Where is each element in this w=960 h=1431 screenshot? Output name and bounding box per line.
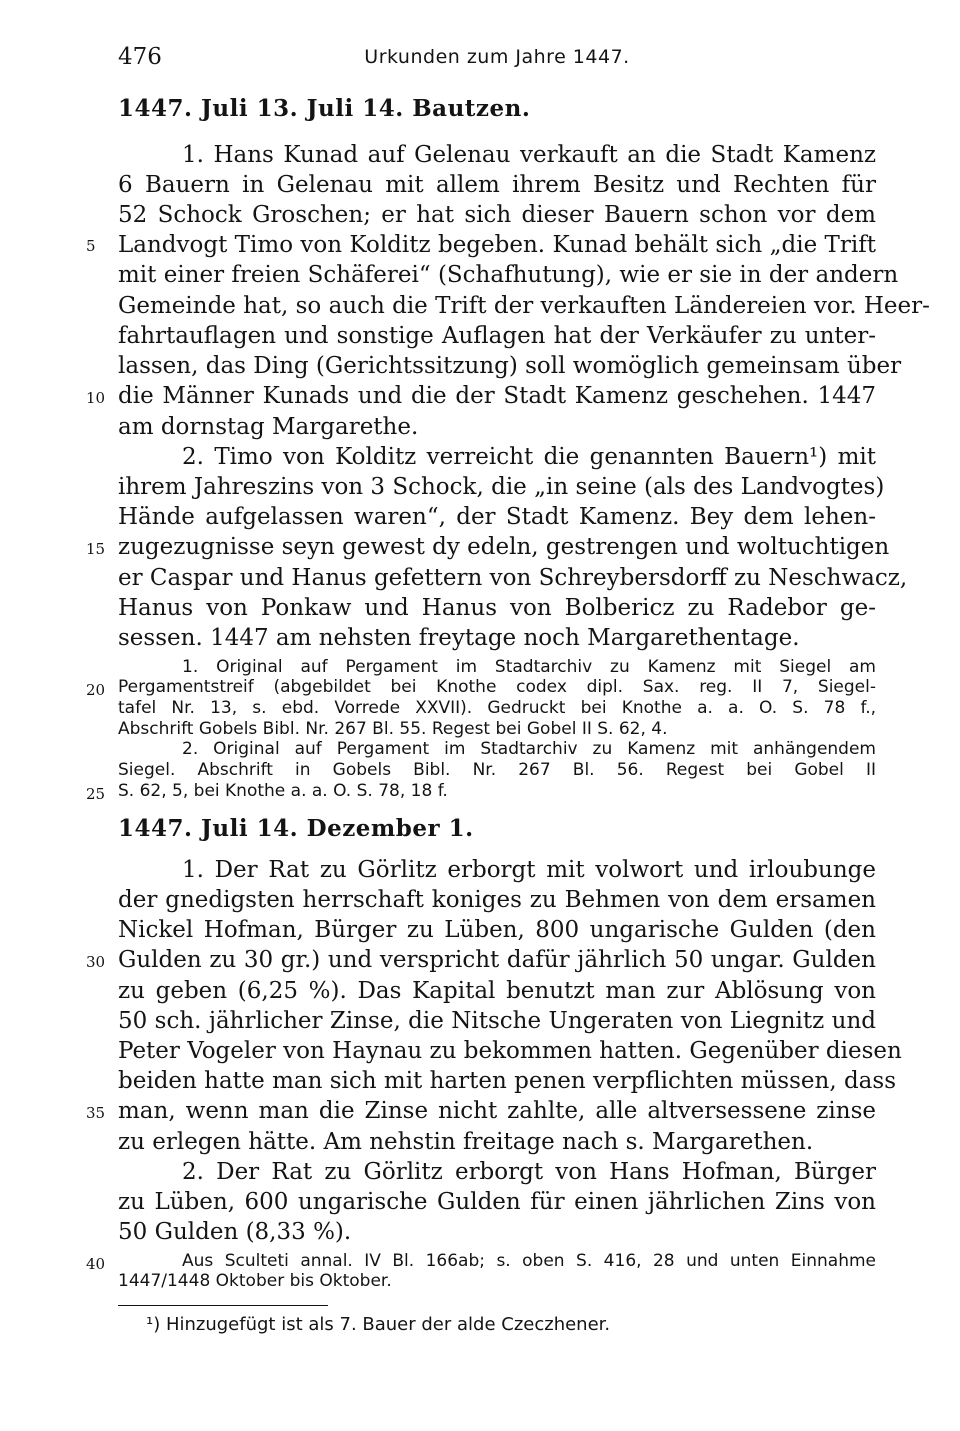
source-note-line: 1447/1448 Oktober bis Oktober. xyxy=(118,1271,392,1292)
text-line: sessen. 1447 am nehsten freytage noch Margarethentage. xyxy=(118,625,800,652)
source-note-line: Pergamentstreif (abgebildet bei Knothe codex dipl. Sax. reg. II 7, Siegel- xyxy=(118,677,876,698)
text-line: er Caspar und Hanus gefettern von Schreybersdorff zu Neschwacz, xyxy=(118,564,908,591)
text-line: 2. Der Rat zu Görlitz erborgt von Hans Hofman, Bürger xyxy=(182,1158,876,1185)
text-line: fahrtauflagen und sonstige Auflagen hat der Verkäufer zu unter- xyxy=(118,322,876,349)
text-line: Gulden zu 30 gr.) und verspricht dafür jährlich 50 ungar. Gulden xyxy=(118,947,876,974)
text-line: am dornstag Margarethe. xyxy=(118,413,419,440)
text-line: die Männer Kunads und die der Stadt Kamenz geschehen. 1447 xyxy=(118,383,876,410)
line-number: 20 xyxy=(86,681,106,700)
running-title: Urkunden zum Jahre 1447. xyxy=(364,46,630,68)
footnote: ¹) Hinzugefügt ist als 7. Bauer der alde Czeczhener. xyxy=(146,1314,611,1335)
line-number: 15 xyxy=(86,539,106,558)
text-line: Hände aufgelassen waren“, der Stadt Kamenz. Bey dem lehen- xyxy=(118,504,876,531)
source-note-line: Siegel. Abschrift in Gobels Bibl. Nr. 267 Bl. 56. Regest bei Gobel II xyxy=(118,759,876,780)
text-line: ihrem Jahreszins von 3 Schock, die „in seine (als des Landvogtes) xyxy=(118,474,885,500)
text-line: Peter Vogeler von Haynau zu bekommen hatten. Gegenüber diesen xyxy=(118,1037,902,1064)
source-note-line: Aus Sculteti annal. IV Bl. 166ab; s. oben S. 416, 28 und unten Einnahme xyxy=(182,1250,876,1271)
source-note-line: tafel Nr. 13, s. ebd. Vorrede XXVII). Gedruckt bei Knothe a. a. O. S. 78 f., xyxy=(118,697,876,718)
text-line: lassen, das Ding (Gerichtssitzung) soll womöglich gemeinsam über xyxy=(118,353,902,380)
text-line: zugezugnisse seyn gewest dy edeln, gestrengen und woltuchtigen xyxy=(118,534,890,561)
source-note-line: Abschrift Gobels Bibl. Nr. 267 Bl. 55. Regest bei Gobel II S. 62, 4. xyxy=(118,718,668,739)
text-line: Hanus von Ponkaw und Hanus von Bolbericz zu Radebor ge- xyxy=(118,594,876,621)
page-header xyxy=(118,44,876,78)
text-line: 50 sch. jährlicher Zinse, die Nitsche Ungeraten von Liegnitz und xyxy=(118,1007,876,1034)
line-number: 30 xyxy=(86,953,106,972)
text-line: mit einer freien Schäferei“ (Schafhutung), wie er sie in der andern xyxy=(118,262,899,289)
text-line: beiden hatte man sich mit harten penen verpflichten müssen, dass xyxy=(118,1068,897,1095)
line-number: 40 xyxy=(86,1255,106,1274)
source-note-line: 2. Original auf Pergament im Stadtarchiv zu Kamenz mit anhängendem xyxy=(182,739,876,760)
text-line: 50 Gulden (8,33 %). xyxy=(118,1219,352,1246)
text-line: man, wenn man die Zinse nicht zahlte, alle altversessene zinse xyxy=(118,1098,876,1125)
text-line: Landvogt Timo von Kolditz begeben. Kunad behält sich „die Trift xyxy=(118,232,876,259)
text-line: 52 Schock Groschen; er hat sich dieser Bauern schon vor dem xyxy=(118,202,876,228)
text-line: zu erlegen hätte. Am nehstin freitage nach s. Margarethen. xyxy=(118,1128,814,1155)
text-line: der gnedigsten herrschaft koniges zu Behmen von dem ersamen xyxy=(118,886,876,913)
text-line: 1. Hans Kunad auf Gelenau verkauft an die Stadt Kamenz xyxy=(182,141,876,168)
text-line: 2. Timo von Kolditz verreicht die genannten Bauern¹) mit xyxy=(182,443,876,470)
footnote-rule xyxy=(118,1305,328,1306)
source-note-line: 1. Original auf Pergament im Stadtarchiv zu Kamenz mit Siegel am xyxy=(182,656,876,677)
line-number: 25 xyxy=(86,784,106,803)
text-line: zu geben (6,25 %). Das Kapital benutzt man zur Ablösung von xyxy=(118,977,876,1004)
text-line: Gemeinde hat, so auch die Trift der verkauften Ländereien vor. Heer- xyxy=(118,292,930,319)
text-line: Nickel Hofman, Bürger zu Lüben, 800 ungarische Gulden (den xyxy=(118,917,876,943)
text-line: 6 Bauern in Gelenau mit allem ihrem Besitz und Rechten für xyxy=(118,171,876,198)
text-line: 1. Der Rat zu Görlitz erborgt mit volwort und irloubunge xyxy=(182,856,876,883)
section-heading: 1447. Juli 14. Dezember 1. xyxy=(118,814,474,842)
line-number: 5 xyxy=(86,237,96,256)
section-heading: 1447. Juli 13. Juli 14. Bautzen. xyxy=(118,95,531,122)
line-number: 35 xyxy=(86,1104,106,1123)
line-number: 10 xyxy=(86,388,106,407)
text-line: zu Lüben, 600 ungarische Gulden für einen jährlichen Zins von xyxy=(118,1189,876,1215)
page-number: 476 xyxy=(118,44,162,70)
source-note-line: S. 62, 5, bei Knothe a. a. O. S. 78, 18 f. xyxy=(118,780,448,801)
